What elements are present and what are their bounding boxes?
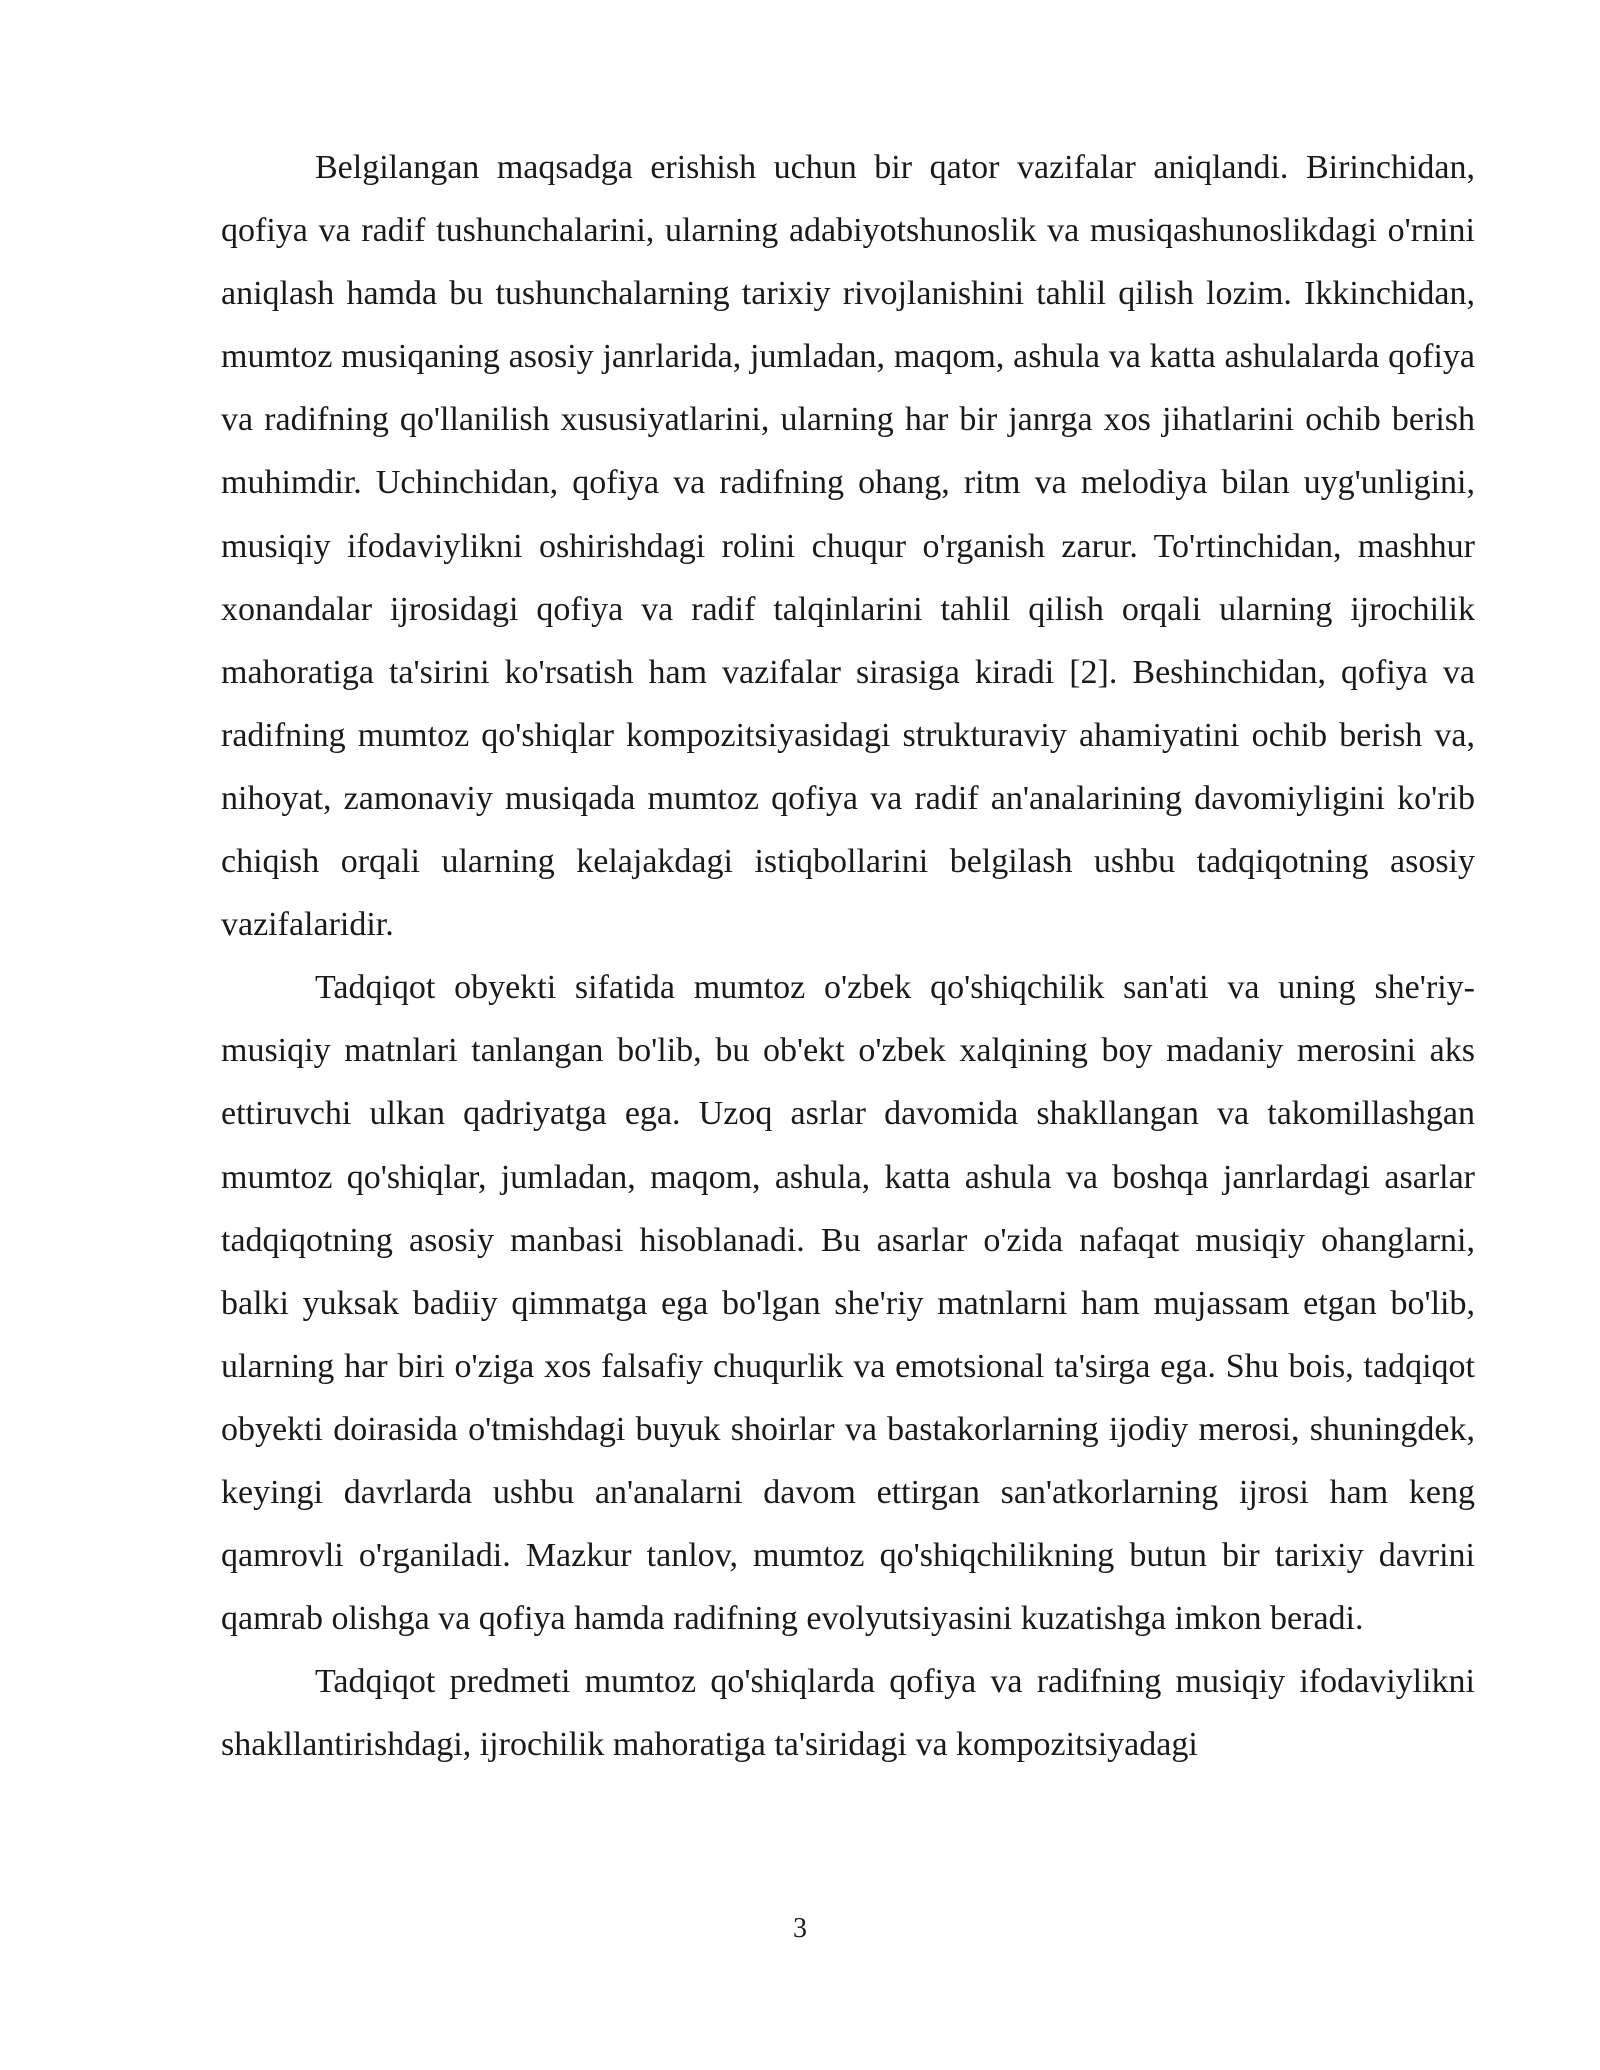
page-number: 3 (793, 1913, 807, 1944)
paragraph-research-subject: Tadqiqot predmeti mumtoz qo'shiqlarda qofiya va radifning musiqiy ifodaviylikni shakllantirishdagi, ijrochilik mahoratiga ta'siridagi va kompozitsiyadagi (221, 1663, 1475, 1764)
body-text (221, 136, 1475, 1776)
paragraph-research-object: Tadqiqot obyekti sifatida mumtoz o'zbek qo'shiqchilik san'ati va uning she'riy-musiqiy matnlari tanlangan bo'lib, bu ob'ekt o'zbek xalqining boy madaniy merosini aks ettiruvchi ulkan qadriyatga ega. Uzoq asrlar davomida shakllangan va takomillashgan mumtoz qo'shiqlar, jumladan, maqom, ashula, katta ashula va boshqa janrlardagi asarlar tadqiqotning asosiy manbasi hisoblanadi. Bu asarlar o'zida nafaqat musiqiy ohanglarni, balki yuksak badiiy qimmatga ega bo'lgan she'riy matnlarni ham mujassam etgan bo'lib, ularning har biri o'ziga xos falsafiy chuqurlik va emotsional ta'sirga ega. Shu bois, tadqiqot obyekti doirasida o'tmishdagi buyuk shoirlar va bastakorlarning ijodiy merosi, shuningdek, keyingi davrlarda ushbu an'analarni davom ettirgan san'atkorlarning ijrosi ham keng qamrovli o'rganiladi. Mazkur tanlov, mumtoz qo'shiqchilikning butun bir tarixiy davrini qamrab olishga va qofiya hamda radifning evolyutsiyasini kuzatishga imkon beradi. (221, 969, 1475, 1638)
paragraph-tasks: Belgilangan maqsadga erishish uchun bir qator vazifalar aniqlandi. Birinchidan, qofiya va radif tushunchalarini, ularning adabiyotshunoslik va musiqashunoslikdagi o'rnini aniqlash hamda bu tushunchalarning tarixiy rivojlanishini tahlil qilish lozim. Ikkinchidan, mumtoz musiqaning asosiy janrlarida, jumladan, maqom, ashula va katta ashulalarda qofiya va radifning qo'llanilish xususiyatlarini, ularning har bir janrga xos jihatlarini ochib berish muhimdir. Uchinchidan, qofiya va radifning ohang, ritm va melodiya bilan uyg'unligini, musiqiy ifodaviylikni oshirishdagi rolini chuqur o'rganish zarur. To'rtinchidan, mashhur xonandalar ijrosidagi qofiya va radif talqinlarini tahlil qilish orqali ularning ijrochilik mahoratiga ta'sirini ko'rsatish ham vazifalar sirasiga kiradi [2]. Beshinchidan, qofiya va radifning mumtoz qo'shiqlar kompozitsiyasidagi strukturaviy ahamiyatini ochib berish va, nihoyat, zamonaviy musiqada mumtoz qofiya va radif an'analarining davomiyligini ko'rib chiqish orqali ularning kelajakdagi istiqbollarini belgilash ushbu tadqiqotning asosiy vazifalaridir. (221, 149, 1475, 944)
